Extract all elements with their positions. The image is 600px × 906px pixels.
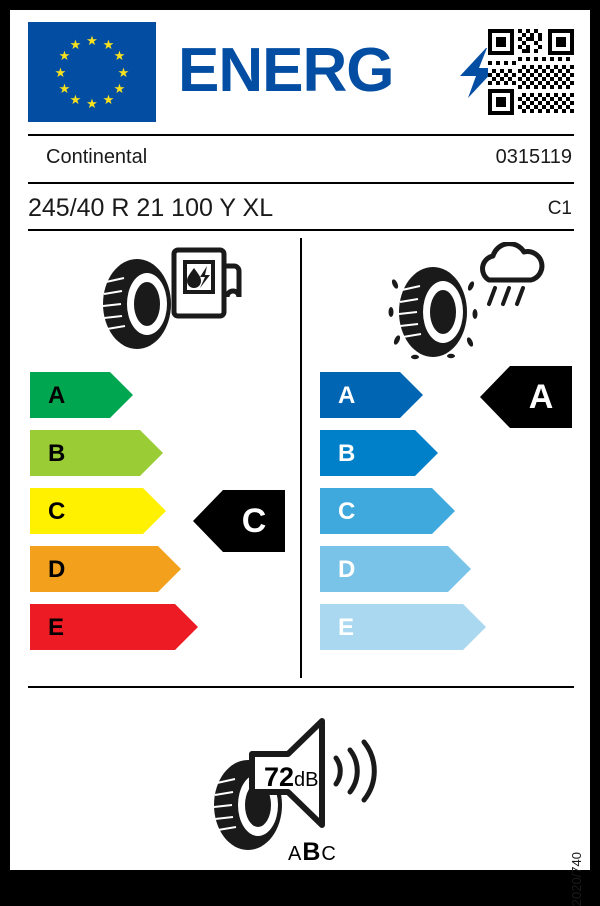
grade-row bbox=[320, 604, 570, 650]
noise-class-c: C bbox=[321, 843, 337, 865]
eu-flag-icon: ★ ★ ★ ★ ★ ★ ★ ★ ★ ★ ★ ★ bbox=[28, 22, 156, 122]
grade-letter: B bbox=[48, 440, 66, 467]
fuel-grade-a bbox=[30, 372, 110, 418]
grade-letter: A bbox=[48, 382, 66, 409]
grade-letter: A bbox=[338, 382, 356, 409]
wet-grade-d bbox=[320, 546, 448, 592]
tyre-size: 245/40 R 21 100 Y XL bbox=[28, 194, 274, 222]
noise-value bbox=[264, 762, 319, 793]
noise-db-unit: dB bbox=[294, 769, 319, 791]
wet-grade-e bbox=[320, 604, 463, 650]
grade-row bbox=[320, 488, 570, 534]
grade-row bbox=[320, 546, 570, 592]
divider-size bbox=[28, 229, 574, 231]
label-date: 2020/740 bbox=[569, 852, 584, 906]
grade-row bbox=[30, 430, 280, 476]
fuel-grade-e bbox=[30, 604, 175, 650]
brand-name: Continental bbox=[46, 146, 148, 168]
rain-cloud-icon bbox=[483, 244, 542, 304]
tyre-icon bbox=[389, 267, 478, 359]
fuel-grade-d bbox=[30, 546, 158, 592]
grade-row bbox=[320, 430, 570, 476]
page-title: ENERG bbox=[178, 36, 394, 105]
wet-rating-marker bbox=[510, 366, 572, 428]
grade-row bbox=[30, 372, 280, 418]
label-header bbox=[28, 22, 574, 122]
grade-letter: B bbox=[338, 440, 356, 467]
tyre-icon bbox=[103, 259, 171, 349]
grade-letter: E bbox=[48, 614, 65, 641]
grade-letter: D bbox=[338, 556, 356, 583]
fuel-grade-c bbox=[30, 488, 143, 534]
fuel-grade-b bbox=[30, 430, 140, 476]
wet-grip-pictogram bbox=[385, 242, 545, 360]
grade-row bbox=[30, 604, 280, 650]
grade-letter: C bbox=[338, 498, 356, 525]
wet-grade-a bbox=[320, 372, 400, 418]
divider-middle bbox=[300, 238, 302, 678]
fuel-rating-value: C bbox=[241, 502, 267, 540]
grade-letter: D bbox=[48, 556, 66, 583]
fuel-rating-marker bbox=[223, 490, 285, 552]
grade-row bbox=[30, 546, 280, 592]
qr-code-icon bbox=[488, 29, 574, 115]
tyre-class: C1 bbox=[547, 198, 572, 219]
grade-letter: E bbox=[338, 614, 355, 641]
divider-header bbox=[28, 134, 574, 136]
wet-grade-c bbox=[320, 488, 432, 534]
noise-class-scale bbox=[288, 838, 337, 867]
divider-noise bbox=[28, 686, 574, 688]
grade-letter: C bbox=[48, 498, 66, 525]
divider-brand bbox=[28, 182, 574, 184]
noise-class-a: A bbox=[288, 843, 303, 865]
label-code: 0315119 bbox=[495, 146, 572, 168]
tyre-energy-label bbox=[10, 10, 590, 906]
wet-grade-b bbox=[320, 430, 415, 476]
wet-rating-value: A bbox=[528, 378, 554, 416]
fuel-pump-icon bbox=[174, 250, 239, 316]
noise-db-number: 72 bbox=[264, 762, 295, 792]
fuel-efficiency-pictogram bbox=[90, 242, 250, 354]
noise-class-current: B bbox=[302, 838, 322, 866]
